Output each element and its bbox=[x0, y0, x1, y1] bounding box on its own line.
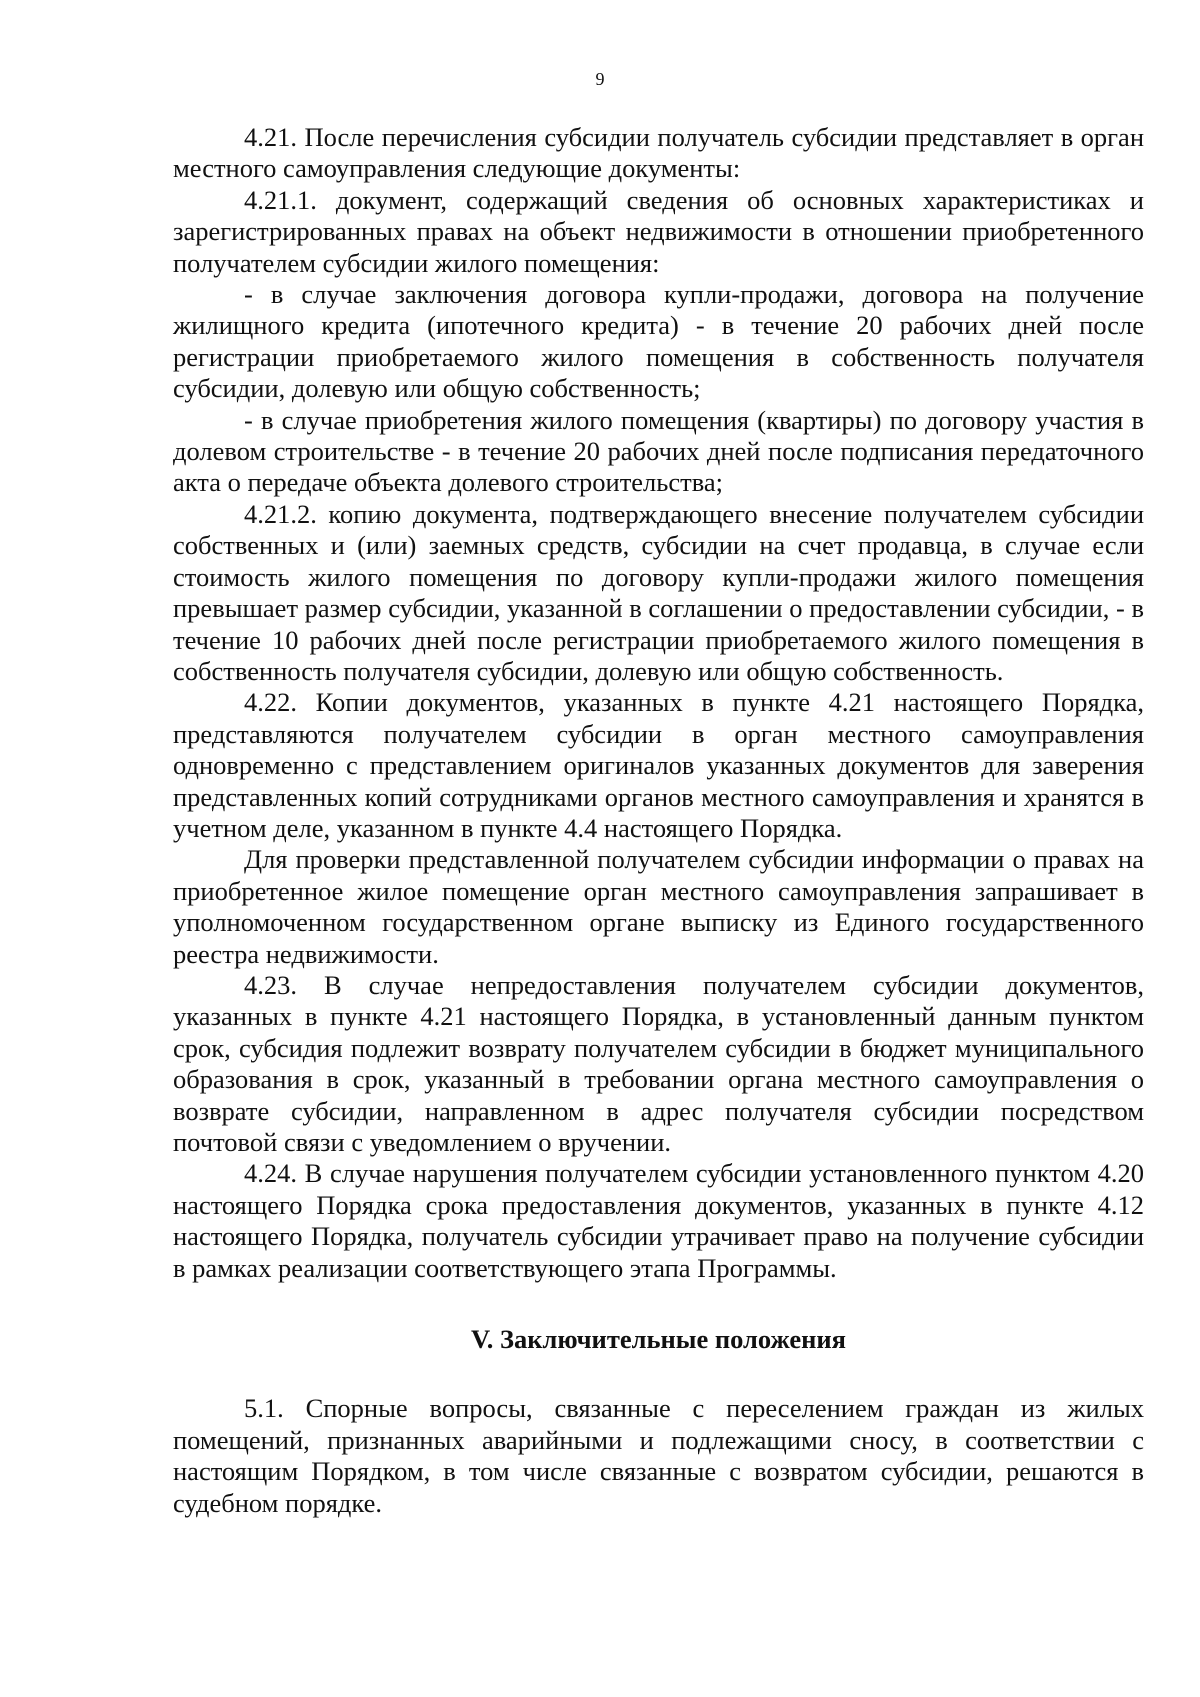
paragraph-4-23: 4.23. В случае непредоставления получателем субсидии документов, указанных в пункте 4.21 настоящего Порядка, в установленный данным пунктом срок, субсидия подлежит возврату получателем субсидии в бюджет муниципального образования в срок, указанный в требовании органа местного самоуправления о возврате субсидии, направленном в адрес получателя субсидии посредством почтовой связи с уведомлением о вручении. bbox=[173, 969, 1144, 1157]
paragraph-verification: Для проверки представленной получателем субсидии информации о правах на приобретенное жилое помещение орган местного самоуправления запрашивает в уполномоченном государственном органе выписку из Единого государственного реестра недвижимости. bbox=[173, 844, 1144, 969]
page-number: 9 bbox=[595, 69, 605, 89]
list-item-purchase-contract: - в случае заключения договора купли-продажи, договора на получение жилищного кредита (ипотечного кредита) - в течение 20 рабочих дней после регистрации приобретаемого жилого помещения в собственность получателя субсидии, долевую или общую собственность; bbox=[173, 279, 1144, 404]
paragraph-4-22: 4.22. Копии документов, указанных в пункте 4.21 настоящего Порядка, представляются получателем субсидии в орган местного самоуправления одновременно с представлением оригиналов указанных документов для заверения представленных копий сотрудниками органов местного самоуправления и хранятся в учетном деле, указанном в пункте 4.4 настоящего Порядка. bbox=[173, 687, 1144, 843]
list-item-shared-construction: - в случае приобретения жилого помещения (квартиры) по договору участия в долевом строительстве - в течение 20 рабочих дней после подписания передаточного акта о передаче объекта долевого строительства; bbox=[173, 404, 1144, 498]
paragraph-4-24: 4.24. В случае нарушения получателем субсидии установленного пунктом 4.20 настоящего Порядка срока предоставления документов, указанных в пункте 4.12 настоящего Порядка, получатель субсидии утрачивает право на получение субсидии в рамках реализации соответствующего этапа Программы. bbox=[173, 1158, 1144, 1283]
paragraph-4-21-1: 4.21.1. документ, содержащий сведения об основных характеристиках и зарегистрированных правах на объект недвижимости в отношении приобретенного получателем субсидии жилого помещения: bbox=[173, 184, 1144, 278]
paragraph-5-1: 5.1. Спорные вопросы, связанные с переселением граждан из жилых помещений, признанных аварийными и подлежащими сносу, в соответствии с настоящим Порядком, в том числе связанные с возвратом субсидии, решаются в судебном порядке. bbox=[173, 1393, 1144, 1518]
section-heading: V. Заключительные положения bbox=[471, 1324, 846, 1355]
paragraph-4-21: 4.21. После перечисления субсидии получатель субсидии представляет в орган местного самоуправления следующие документы: bbox=[173, 122, 1144, 184]
paragraph-4-21-2: 4.21.2. копию документа, подтверждающего внесение получателем субсидии собственных и (или) заемных средств, субсидии на счет продавца, в случае если стоимость жилого помещения по договору купли-продажи жилого помещения превышает размер субсидии, указанной в соглашении о предоставлении субсидии, - в течение 10 рабочих дней после регистрации приобретаемого жилого помещения в собственность получателя субсидии, долевую или общую собственность. bbox=[173, 498, 1144, 686]
document-body bbox=[173, 122, 1144, 1519]
